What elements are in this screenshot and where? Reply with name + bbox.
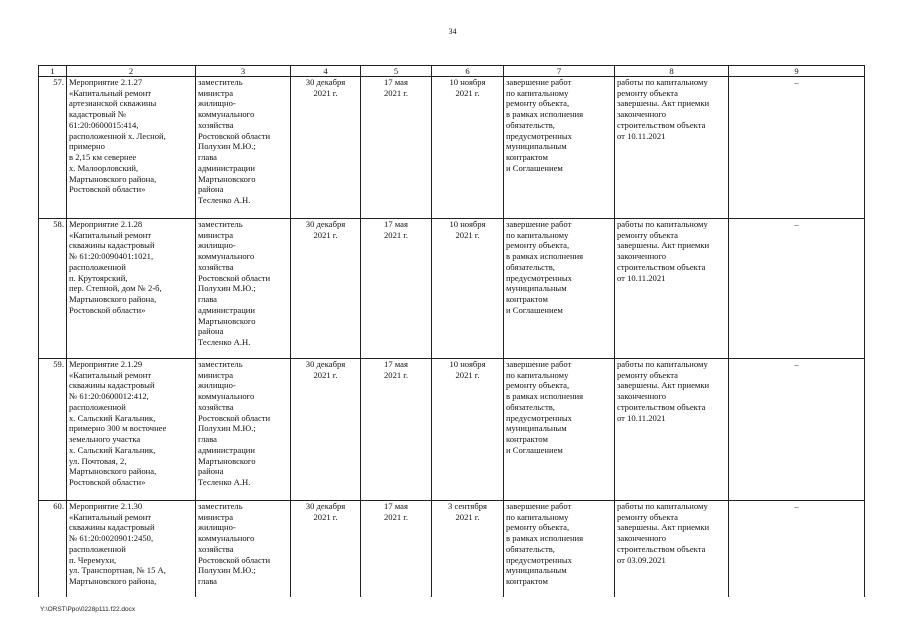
date-cell: 30 декабря 2021 г. bbox=[291, 77, 361, 219]
header-cell: 2 bbox=[67, 66, 196, 77]
header-cell: 4 bbox=[291, 66, 361, 77]
responsible-cell: заместитель министра жилищно- коммунального хозяйства Ростовской области Полухин М.Ю.; глава bbox=[196, 501, 291, 598]
date-cell: 17 мая 2021 г. bbox=[361, 219, 432, 359]
header-cell: 9 bbox=[729, 66, 865, 77]
note-cell: – bbox=[729, 359, 865, 501]
actual-result-cell: работы по капитальному ремонту объекта завершены. Акт приемки законченного строительством объекта от 10.11.2021 bbox=[615, 219, 729, 359]
event-cell: Мероприятие 2.1.29 «Капитальный ремонт скважины кадастровый № 61:20:0600012:412, расположенной х. Сальский Кагальник, примерно 300 м восточнее земельного участка х. Сальский Кагальник, ул. Почтовая, 2, Мартыновского района, Ростовской области» bbox=[67, 359, 196, 501]
date-cell: 10 ноября 2021 г. bbox=[432, 77, 504, 219]
note-cell: – bbox=[729, 77, 865, 219]
table-header-row bbox=[39, 66, 865, 77]
table-row bbox=[39, 219, 865, 359]
note-cell: – bbox=[729, 501, 865, 598]
date-cell: 10 ноября 2021 г. bbox=[432, 359, 504, 501]
table-row bbox=[39, 77, 865, 219]
responsible-cell: заместитель министра жилищно- коммунального хозяйства Ростовской области Полухин М.Ю.; глава администрации Мартыновского района Тесленко А.Н. bbox=[196, 219, 291, 359]
expected-result-cell: завершение работ по капитальному ремонту объекта, в рамках исполнения обязательств, предусмотренных муниципальным контрактом и Соглашением bbox=[504, 219, 615, 359]
row-number: 59. bbox=[39, 359, 67, 501]
header-cell: 3 bbox=[196, 66, 291, 77]
header-cell: 6 bbox=[432, 66, 504, 77]
responsible-cell: заместитель министра жилищно- коммунального хозяйства Ростовской области Полухин М.Ю.; глава администрации Мартыновского района Тесленко А.Н. bbox=[196, 359, 291, 501]
date-cell: 30 декабря 2021 г. bbox=[291, 219, 361, 359]
table-row bbox=[39, 359, 865, 501]
page-number: 34 bbox=[448, 27, 457, 36]
date-cell: 17 мая 2021 г. bbox=[361, 77, 432, 219]
table-row bbox=[39, 501, 865, 598]
row-number: 57. bbox=[39, 77, 67, 219]
event-cell: Мероприятие 2.1.30 «Капитальный ремонт скважины кадастровый № 61:20:0020901:2450, расположенной п. Черемухи, ул. Транспортная, № 15 А, Мартыновского района, bbox=[67, 501, 196, 598]
actual-result-cell: работы по капитальному ремонту объекта завершены. Акт приемки законченного строительством объекта от 10.11.2021 bbox=[615, 359, 729, 501]
date-cell: 30 декабря 2021 г. bbox=[291, 501, 361, 598]
expected-result-cell: завершение работ по капитальному ремонту объекта, в рамках исполнения обязательств, предусмотренных муниципальным контрактом bbox=[504, 501, 615, 598]
header-cell: 5 bbox=[361, 66, 432, 77]
actual-result-cell: работы по капитальному ремонту объекта завершены. Акт приемки законченного строительством объекта от 10.11.2021 bbox=[615, 77, 729, 219]
file-path-footer: Y:\ORST\Ppo\0228p111.f22.docx bbox=[40, 606, 136, 613]
event-cell: Мероприятие 2.1.28 «Капитальный ремонт скважины кадастровый № 61:20:0090401:1021, расположенной п. Крутоярский, пер. Степной, дом № 2-б, Мартыновского района, Ростовской области» bbox=[67, 219, 196, 359]
measures-table bbox=[38, 65, 865, 597]
responsible-cell: заместитель министра жилищно- коммунального хозяйства Ростовской области Полухин М.Ю.; глава администрации Мартыновского района Тесленко А.Н. bbox=[196, 77, 291, 219]
date-cell: 10 ноября 2021 г. bbox=[432, 219, 504, 359]
header-cell: 8 bbox=[615, 66, 729, 77]
date-cell: 3 сентября 2021 г. bbox=[432, 501, 504, 598]
date-cell: 17 мая 2021 г. bbox=[361, 501, 432, 598]
header-cell: 7 bbox=[504, 66, 615, 77]
row-number: 60. bbox=[39, 501, 67, 598]
event-cell: Мероприятие 2.1.27 «Капитальный ремонт артезианской скважины кадастровый № 61:20:0600015:414, расположенной х. Лесной, примерно в 2,15 км севернее х. Малоорловский, Мартыновского района, Ростовской области» bbox=[67, 77, 196, 219]
expected-result-cell: завершение работ по капитальному ремонту объекта, в рамках исполнения обязательств, предусмотренных муниципальным контрактом и Соглашением bbox=[504, 359, 615, 501]
expected-result-cell: завершение работ по капитальному ремонту объекта, в рамках исполнения обязательств, предусмотренных муниципальным контрактом и Соглашением bbox=[504, 77, 615, 219]
actual-result-cell: работы по капитальному ремонту объекта завершены. Акт приемки законченного строительством объекта от 03.09.2021 bbox=[615, 501, 729, 598]
header-cell: 1 bbox=[39, 66, 67, 77]
date-cell: 17 мая 2021 г. bbox=[361, 359, 432, 501]
row-number: 58. bbox=[39, 219, 67, 359]
date-cell: 30 декабря 2021 г. bbox=[291, 359, 361, 501]
note-cell: – bbox=[729, 219, 865, 359]
